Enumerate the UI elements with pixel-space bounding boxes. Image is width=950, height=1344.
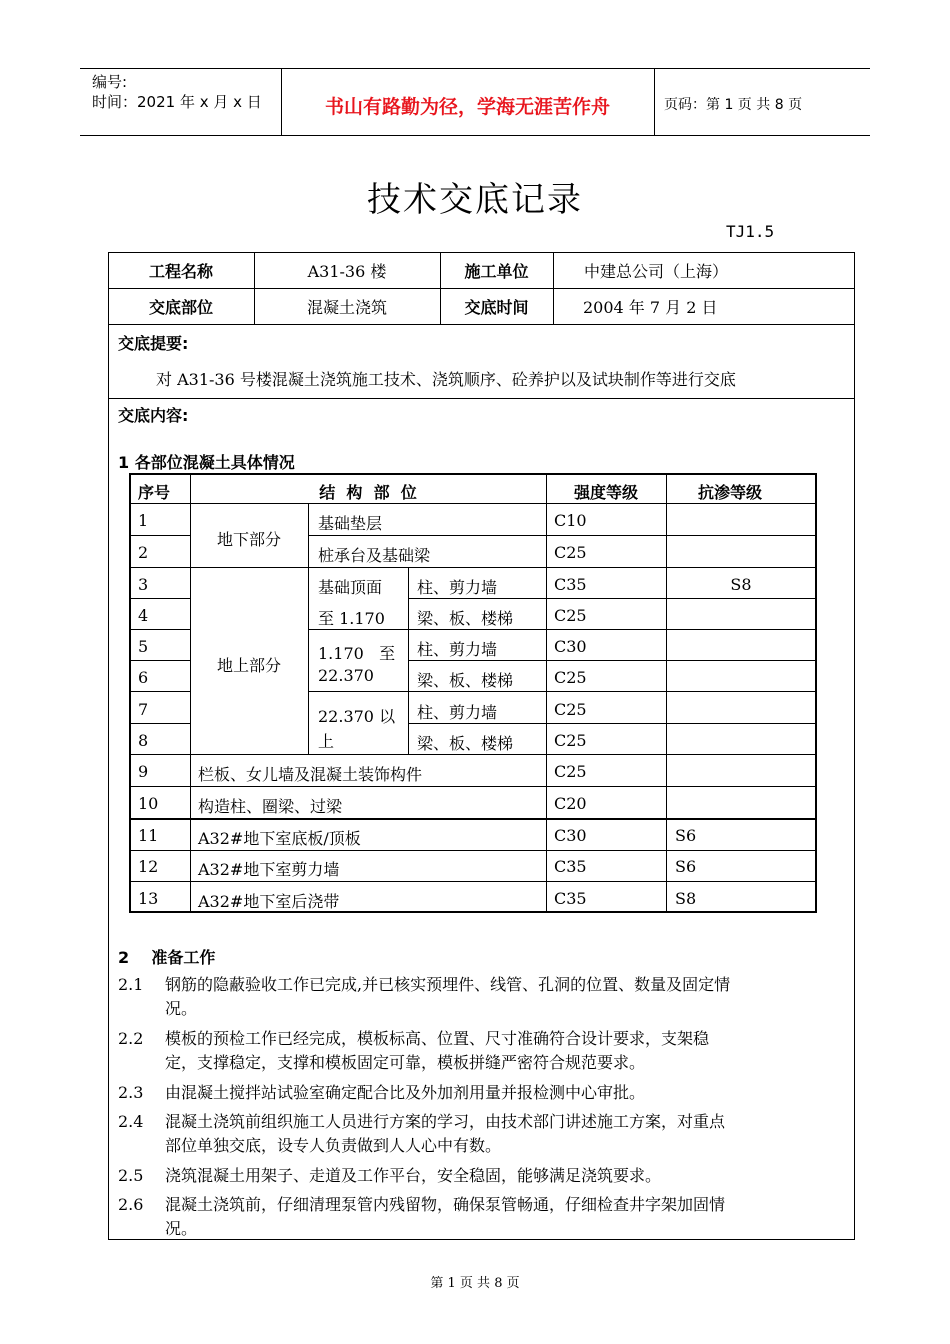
table-line <box>308 503 309 754</box>
row-structure: A32#地下室剪力墙 <box>198 860 340 879</box>
preparation-item <box>165 1027 848 1075</box>
header-bottom-rule <box>80 135 870 136</box>
row-impermeability: S6 <box>675 857 697 876</box>
elevation-range-a: 基础顶面 <box>318 578 383 597</box>
row-number: 6 <box>138 668 149 687</box>
row-structure: 构造柱、圈梁、过梁 <box>198 797 343 816</box>
row-grade: C25 <box>554 762 587 781</box>
summary-text: 对 A31-36 号楼混凝土浇筑施工技术、浇筑顺序、砼养护以及试块制作等进行交底 <box>156 370 736 389</box>
row-number: 13 <box>138 889 159 908</box>
row-grade: C25 <box>554 606 587 625</box>
elevation-range-a: 至 1.170 <box>318 609 385 628</box>
row-grade: C25 <box>554 668 587 687</box>
table-line <box>129 818 817 820</box>
column-header-number: 序号 <box>138 483 171 502</box>
preparation-item <box>165 1164 848 1188</box>
section-2-title: 2 准备工作 <box>118 948 216 967</box>
page-footer: 第 1 页 共 8 页 <box>430 1276 520 1291</box>
project-name-label: 工程名称 <box>148 262 213 281</box>
row-structure: A32#地下室后浇带 <box>198 892 340 911</box>
item-line: 定，支撑稳定，支撑和模板固定可靠，模板拼缝严密符合规范要求。 <box>165 1053 646 1072</box>
column-header-structure: 结 构 部 位 <box>319 483 417 502</box>
row-impermeability: S8 <box>730 575 752 594</box>
handover-part-label: 交底部位 <box>148 298 213 317</box>
item-number: 2.6 <box>118 1195 144 1214</box>
grid-line <box>108 288 855 289</box>
preparation-item <box>165 1081 848 1105</box>
header-top-rule <box>80 68 870 69</box>
table-line <box>308 691 817 692</box>
handover-date-label: 交底时间 <box>464 298 529 317</box>
row-grade: C10 <box>554 511 587 530</box>
header-divider <box>654 68 655 135</box>
table-line <box>666 473 667 913</box>
table-line <box>129 629 190 630</box>
form-code: TJ1.5 <box>726 222 775 241</box>
row-number: 7 <box>138 700 149 719</box>
page-number-label: 页码：第 1 页 共 8 页 <box>664 97 803 113</box>
row-grade: C30 <box>554 826 587 845</box>
item-line: 混凝土浇筑前组织施工人员进行方案的学习，由技术部门讲述施工方案，对重点 <box>165 1112 726 1131</box>
item-number: 2.3 <box>118 1083 144 1102</box>
document-time-label: 时间：2021 年 x 月 x 日 <box>92 93 262 111</box>
table-line <box>129 881 817 882</box>
row-number: 8 <box>138 731 149 750</box>
table-line <box>129 567 817 568</box>
elevation-range-b: 1.170 至 <box>318 644 396 663</box>
contractor-value: 中建总公司（上海） <box>584 262 729 281</box>
item-line: 况。 <box>165 1219 198 1238</box>
grid-line <box>108 398 855 399</box>
handover-date-value: 2004 年 7 月 2 日 <box>583 298 718 317</box>
row-impermeability: S6 <box>675 826 697 845</box>
row-grade: C35 <box>554 857 587 876</box>
row-structure: 梁、板、楼梯 <box>417 734 514 753</box>
project-name-value: A31-36 楼 <box>307 262 387 281</box>
table-line <box>546 473 547 913</box>
elevation-range-c: 上 <box>318 732 335 751</box>
preparation-item <box>165 1193 848 1241</box>
table-line <box>408 567 409 754</box>
table-line <box>308 629 817 630</box>
table-line <box>129 691 190 692</box>
table-line <box>129 503 817 504</box>
row-number: 10 <box>138 794 159 813</box>
table-line <box>129 850 817 851</box>
table-line <box>408 660 817 661</box>
row-grade: C20 <box>554 794 587 813</box>
row-grade: C35 <box>554 575 587 594</box>
table-line <box>308 535 817 536</box>
row-grade: C25 <box>554 543 587 562</box>
contractor-label: 施工单位 <box>464 262 529 281</box>
elevation-range-c: 22.370 以 <box>318 707 396 726</box>
table-line <box>129 660 190 661</box>
item-number: 2.5 <box>118 1166 144 1185</box>
item-line: 浇筑混凝土用架子、走道及工作平台，安全稳固，能够满足浇筑要求。 <box>165 1166 662 1185</box>
grid-line <box>553 252 554 324</box>
row-grade: C30 <box>554 637 587 656</box>
item-line: 部位单独交底，设专人负责做到人人心中有数。 <box>165 1136 502 1155</box>
column-header-grade: 强度等级 <box>573 483 638 502</box>
row-number: 9 <box>138 762 149 781</box>
row-number: 2 <box>138 543 149 562</box>
item-number: 2.2 <box>118 1029 144 1048</box>
summary-label: 交底提要: <box>118 334 189 353</box>
row-structure: 桩承台及基础梁 <box>318 546 431 565</box>
elevation-range-b: 22.370 <box>318 666 374 685</box>
table-line <box>129 786 817 787</box>
item-line: 钢筋的隐蔽验收工作已完成,并已核实预埋件、线管、孔洞的位置、数量及固定情 <box>165 975 731 994</box>
row-structure: A32#地下室底板/顶板 <box>198 829 361 848</box>
row-number: 12 <box>138 857 159 876</box>
preparation-item <box>165 1110 848 1158</box>
row-structure: 梁、板、楼梯 <box>417 671 514 690</box>
row-structure: 柱、剪力墙 <box>417 640 498 659</box>
row-structure: 柱、剪力墙 <box>417 703 498 722</box>
row-grade: C35 <box>554 889 587 908</box>
column-header-impermeability: 抗渗等级 <box>697 483 762 502</box>
group-underground: 地下部分 <box>216 530 281 549</box>
row-grade: C25 <box>554 700 587 719</box>
row-number: 1 <box>138 511 149 530</box>
row-impermeability: S8 <box>675 889 697 908</box>
row-number: 5 <box>138 637 149 656</box>
grid-line <box>108 324 855 325</box>
item-number: 2.4 <box>118 1112 144 1131</box>
document-number-label: 编号: <box>92 73 128 91</box>
row-structure: 基础垫层 <box>318 514 383 533</box>
item-number: 2.1 <box>118 975 144 994</box>
row-structure: 柱、剪力墙 <box>417 578 498 597</box>
content-label: 交底内容: <box>118 406 189 425</box>
item-line: 由混凝土搅拌站试验室确定配合比及外加剂用量并报检测中心审批。 <box>165 1083 646 1102</box>
item-line: 况。 <box>165 999 198 1018</box>
table-line <box>129 535 190 536</box>
preparation-item <box>165 973 848 1021</box>
handover-part-value: 混凝土浇筑 <box>306 298 387 317</box>
table-line <box>129 754 817 755</box>
table-line <box>408 598 817 599</box>
row-number: 4 <box>138 606 149 625</box>
table-line <box>129 598 190 599</box>
item-line: 混凝土浇筑前，仔细清理泵管内残留物，确保泵管畅通，仔细检查井字架加固情 <box>165 1195 726 1214</box>
table-line <box>408 723 817 724</box>
section-1-title: 1 各部位混凝土具体情况 <box>118 453 295 472</box>
row-grade: C25 <box>554 731 587 750</box>
item-line: 模板的预检工作已经完成，模板标高、位置、尺寸准确符合设计要求，支架稳 <box>165 1029 710 1048</box>
row-number: 11 <box>138 826 159 845</box>
header-slogan: 书山有路勤为径，学海无涯苦作舟 <box>324 96 610 118</box>
group-above-ground: 地上部分 <box>216 656 281 675</box>
page-title: 技术交底记录 <box>367 180 583 220</box>
row-number: 3 <box>138 575 149 594</box>
table-line <box>129 723 190 724</box>
row-structure: 栏板、女儿墙及混凝土装饰构件 <box>198 765 423 784</box>
row-structure: 梁、板、楼梯 <box>417 609 514 628</box>
